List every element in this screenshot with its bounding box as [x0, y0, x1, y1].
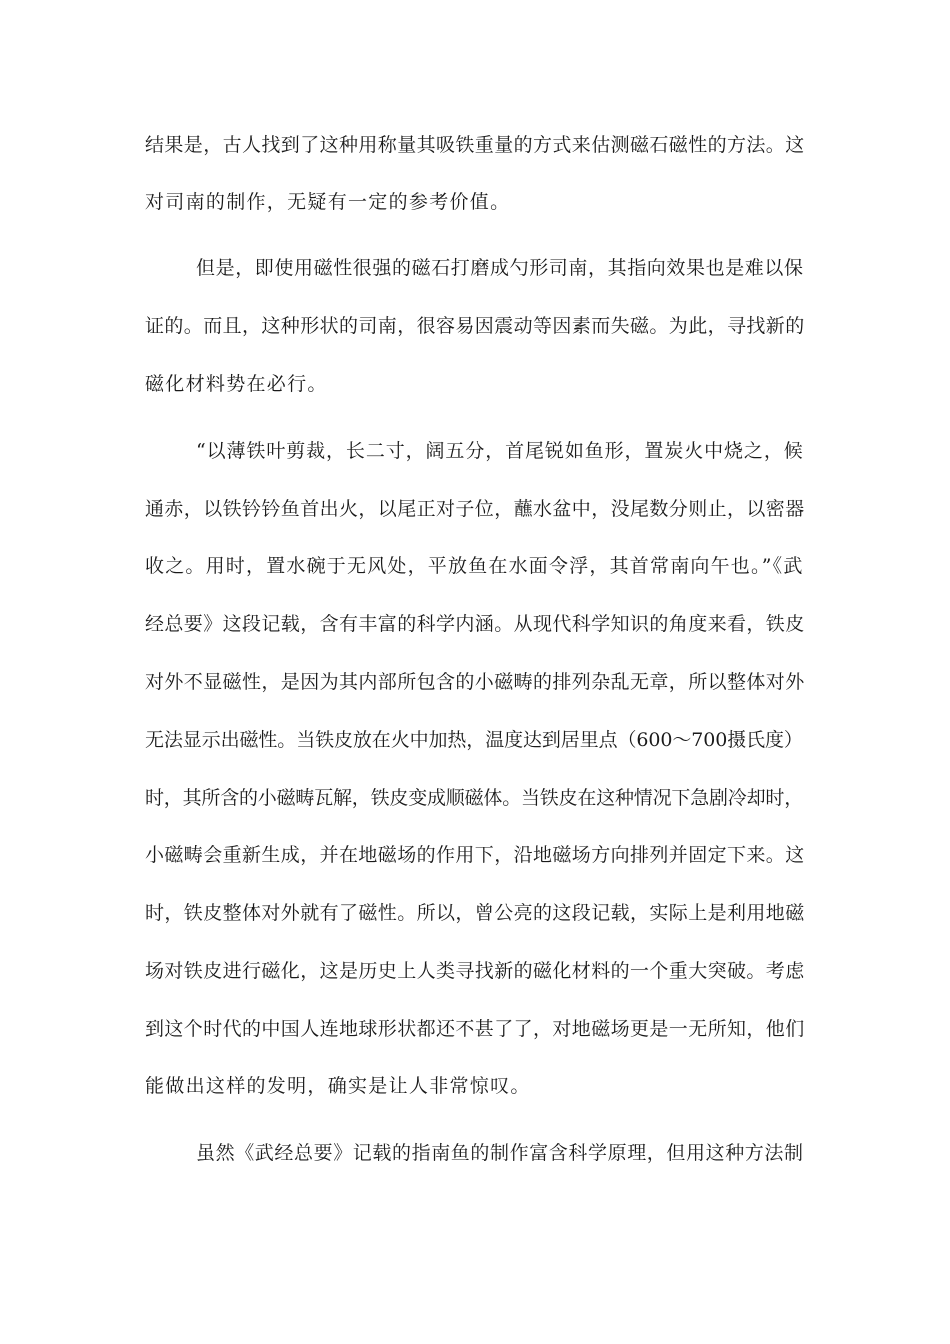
paragraph-3-line-10: 场对铁皮进行磁化，这是历史上人类寻找新的磁化材料的一个重大突破。考虑 [145, 960, 805, 982]
paragraph-3-line-8: 小磁畴会重新生成，并在地磁场的作用下，沿地磁场方向排列并固定下来。这 [145, 844, 805, 866]
paragraph-1-line-2: 对司南的制作，无疑有一定的参考价值。 [145, 191, 511, 213]
paragraph-2-line-3: 磁化材料势在必行。 [145, 373, 328, 395]
paragraph-2-line-2: 证的。而且，这种形状的司南，很容易因震动等因素而失磁。为此，寻找新的 [145, 315, 805, 337]
paragraph-3-line-4: 经总要》这段记载，含有丰富的科学内涵。从现代科学知识的角度来看，铁皮 [145, 613, 805, 635]
paragraph-3-line-2: 通赤，以铁钤钤鱼首出火，以尾正对子位，蘸水盆中，没尾数分则止，以密器 [145, 498, 805, 520]
paragraph-4-line-1: 虽然《武经总要》记载的指南鱼的制作富含科学原理，但用这种方法制 [196, 1142, 804, 1164]
paragraph-3-line-5: 对外不显磁性，是因为其内部所包含的小磁畴的排列杂乱无章，所以整体对外 [145, 671, 805, 693]
paragraph-3-line-7: 时，其所含的小磁畴瓦解，铁皮变成顺磁体。当铁皮在这种情况下急剧冷却时， [145, 787, 804, 809]
paragraph-3-line-9: 时，铁皮整体对外就有了磁性。所以，曾公亮的这段记载，实际上是利用地磁 [145, 902, 805, 924]
paragraph-2-line-1: 但是，即使用磁性很强的磁石打磨成勺形司南，其指向效果也是难以保 [196, 257, 804, 279]
paragraph-3-line-12: 能做出这样的发明，确实是让人非常惊叹。 [145, 1075, 531, 1097]
paragraph-3-line-11: 到这个时代的中国人连地球形状都还不甚了了，对地磁场更是一无所知，他们 [145, 1018, 805, 1040]
paragraph-1-line-1: 结果是，古人找到了这种用称量其吸铁重量的方式来估测磁石磁性的方法。这 [145, 134, 805, 156]
paragraph-3-line-3: 收之。用时，置水碗于无风处，平放鱼在水面令浮，其首常南向午也。”《武 [145, 555, 804, 577]
paragraph-3-line-6: 无法显示出磁性。当铁皮放在火中加热，温度达到居里点（600～700摄氏度） [145, 729, 803, 751]
paragraph-3-line-1: “以薄铁叶剪裁，长二寸，阔五分，首尾锐如鱼形，置炭火中烧之，候 [196, 440, 804, 462]
